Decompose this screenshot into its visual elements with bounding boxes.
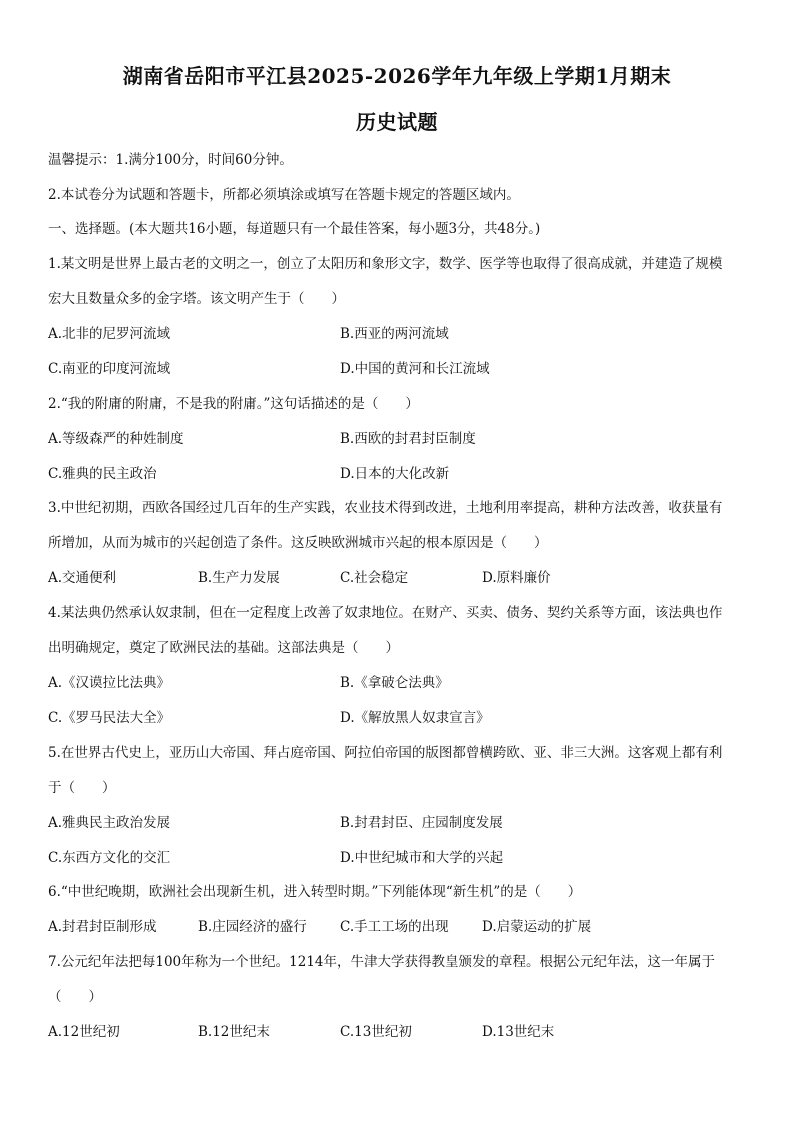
question-5-option-d: D.中世纪城市和大学的兴起 bbox=[340, 850, 504, 866]
question-4-option-c: C.《罗马民法大全》 bbox=[48, 710, 171, 726]
question-3-line-1: 3.中世纪初期，西欧各国经过几百年的生产实践，农业技术得到改进，土地利用率提高，耕种方法改善，收获量有 bbox=[48, 500, 723, 516]
question-5-line-2: 于（ ） bbox=[48, 780, 116, 796]
question-5-option-c: C.东西方文化的交汇 bbox=[48, 850, 171, 866]
question-7-option-d: D.13世纪末 bbox=[482, 1024, 555, 1040]
question-7-option-b: B.12世纪末 bbox=[198, 1024, 270, 1040]
question-7-line-2: （ ） bbox=[48, 989, 102, 1005]
question-7-option-a: A.12世纪初 bbox=[48, 1024, 120, 1040]
question-2-line-1: 2.“我的附庸的附庸，不是我的附庸。”这句话描述的是（ ） bbox=[48, 396, 419, 412]
question-7-line-1: 7.公元纪年法把每100年称为一个世纪。1214年，牛津大学获得教皇颁发的章程。根据公元纪年法，这一年属于 bbox=[48, 954, 716, 970]
question-1-line-2: 宏大且数量众多的金字塔。该文明产生于（ ） bbox=[48, 291, 345, 307]
question-6-line-1: 6.“中世纪晚期，欧洲社会出现新生机，进入转型时期。”下列能体现“新生机”的是（ ） bbox=[48, 884, 582, 900]
exam-title: 湖南省岳阳市平江县2025-2026学年九年级上学期1月期末 bbox=[122, 64, 672, 88]
question-6-option-b: B.庄园经济的盛行 bbox=[198, 919, 307, 935]
tip-line-2: 2.本试卷分为试题和答题卡，所都必须填涂或填写在答题卡规定的答题区域内。 bbox=[48, 187, 520, 203]
question-4-option-b: B.《拿破仑法典》 bbox=[340, 675, 449, 691]
question-3-option-c: C.社会稳定 bbox=[340, 570, 409, 586]
question-3-option-a: A.交通便利 bbox=[48, 570, 117, 586]
question-4-option-a: A.《汉谟拉比法典》 bbox=[48, 675, 171, 691]
question-3-option-d: D.原料廉价 bbox=[482, 570, 551, 586]
question-4-option-d: D.《解放黑人奴隶宣言》 bbox=[340, 710, 490, 726]
question-1-line-1: 1.某文明是世界上最古老的文明之一，创立了太阳历和象形文字，数学、医学等也取得了很高成就，并建造了规模 bbox=[48, 256, 723, 272]
question-1-option-a: A.北非的尼罗河流域 bbox=[48, 326, 171, 342]
question-3-line-2: 所增加，从而为城市的兴起创造了条件。这反映欧洲城市兴起的根本原因是（ ） bbox=[48, 535, 548, 551]
question-7-option-c: C.13世纪初 bbox=[340, 1024, 412, 1040]
question-2-option-c: C.雅典的民主政治 bbox=[48, 466, 157, 482]
question-5-line-1: 5.在世界古代史上，亚历山大帝国、拜占庭帝国、阿拉伯帝国的版图都曾横跨欧、亚、非三大洲。这客观上都有利 bbox=[48, 745, 723, 761]
question-2-option-b: B.西欧的封君封臣制度 bbox=[340, 431, 476, 447]
question-3-option-b: B.生产力发展 bbox=[198, 570, 280, 586]
exam-subtitle: 历史试题 bbox=[356, 110, 438, 134]
question-2-option-d: D.日本的大化改新 bbox=[340, 466, 450, 482]
question-2-option-a: A.等级森严的种姓制度 bbox=[48, 431, 184, 447]
tip-line: 温馨提示：1.满分100分，时间60分钟。 bbox=[48, 152, 293, 168]
section-heading: 一、选择题。(本大题共16小题，每道题只有一个最佳答案，每小题3分，共48分。) bbox=[48, 221, 541, 237]
question-1-option-d: D.中国的黄河和长江流域 bbox=[340, 361, 490, 377]
question-6-option-a: A.封君封臣制形成 bbox=[48, 919, 157, 935]
question-4-line-2: 出明确规定，奠定了欧洲民法的基础。这部法典是（ ） bbox=[48, 640, 399, 656]
question-6-option-c: C.手工工场的出现 bbox=[340, 919, 449, 935]
question-1-option-b: B.西亚的两河流域 bbox=[340, 326, 449, 342]
question-1-option-c: C.南亚的印度河流域 bbox=[48, 361, 171, 377]
question-4-line-1: 4.某法典仍然承认奴隶制，但在一定程度上改善了奴隶地位。在财产、买卖、债务、契约关系等方面，该法典也作 bbox=[48, 605, 723, 621]
question-6-option-d: D.启蒙运动的扩展 bbox=[482, 919, 592, 935]
question-5-option-b: B.封君封臣、庄园制度发展 bbox=[340, 815, 503, 831]
question-5-option-a: A.雅典民主政治发展 bbox=[48, 815, 171, 831]
